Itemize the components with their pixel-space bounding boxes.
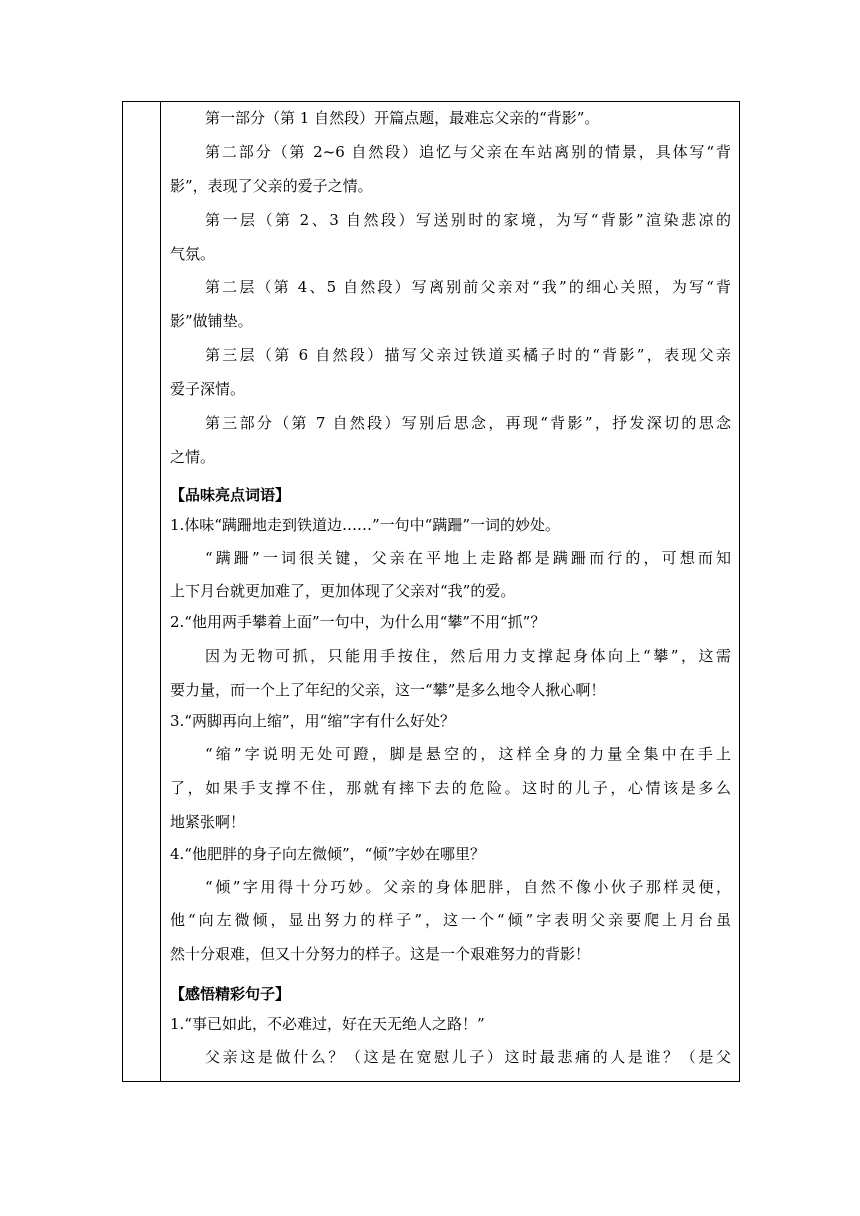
structure-part1: 第一部分（第 1 自然段）开篇点题，最难忘父亲的“背影”。 [205, 109, 600, 127]
words-question-1: 1.体味“蹒跚地走到铁道边……”一句中“蹒跚”一词的妙处。 [170, 516, 560, 534]
words-question-4: 4.“他肥胖的身子向左微倾”，“倾”字妙在哪里？ [170, 845, 485, 863]
words-answer-2-line2: 要力量，而一个上了年纪的父亲，这一“攀”是多么地令人揪心啊！ [170, 681, 606, 699]
words-answer-1-line2: 上下月台就更加难了，更加体现了父亲对“我”的爱。 [170, 582, 516, 600]
sentences-section-heading: 【感悟精彩句子】 [170, 985, 291, 1003]
words-answer-4-line2: 他“向左微倾，显出努力的样子”，这一个“倾”字表明父亲要爬上月台虽 [170, 911, 731, 929]
structure-layer1-line1: 第一层（第 2、3 自然段）写送别时的家境，为写“背影”渲染悲凉的 [205, 211, 731, 229]
left-column-cell [123, 102, 161, 1081]
structure-layer2-line2: 影”做铺垫。 [170, 312, 253, 330]
structure-layer3-line2: 爱子深情。 [170, 380, 246, 398]
sentences-question-1: 1.“事已如此，不必难过，好在天无绝人之路！” [170, 1015, 485, 1033]
structure-part3-line2: 之情。 [170, 448, 216, 466]
structure-layer1-line2: 气氛。 [170, 245, 216, 263]
lesson-table [122, 101, 740, 1082]
words-answer-2-line1: 因为无物可抓，只能用手按住，然后用力支撑起身体向上“攀”，这需 [205, 647, 731, 665]
words-question-3: 3.“两脚再向上缩”，用“缩”字有什么好处？ [170, 712, 455, 730]
words-answer-3-line2: 了，如果手支撑不住，那就有摔下去的危险。这时的儿子，心情该是多么 [170, 779, 731, 797]
structure-layer2-line1: 第二层（第 4、5 自然段）写离别前父亲对“我”的细心关照，为写“背 [205, 278, 731, 296]
sentences-answer-1-line1: 父亲这是做什么？（这是在宽慰儿子）这时最悲痛的人是谁？（是父 [205, 1048, 731, 1066]
words-answer-3-line3: 地紧张啊！ [170, 813, 246, 831]
words-answer-4-line1: “倾”字用得十分巧妙。父亲的身体肥胖，自然不像小伙子那样灵便， [205, 878, 731, 896]
words-question-2: 2.“他用两手攀着上面”一句中，为什么用“攀”不用“抓”？ [170, 613, 546, 631]
words-section-heading: 【品味亮点词语】 [170, 486, 291, 504]
structure-part3-line1: 第三部分（第 7 自然段）写别后思念，再现“背影”，抒发深切的思念 [205, 414, 731, 432]
content-cell [161, 102, 739, 1081]
structure-part2-line1: 第二部分（第 2~6 自然段）追忆与父亲在车站离别的情景，具体写“背 [205, 143, 731, 161]
words-answer-4-line3: 然十分艰难，但又十分努力的样子。这是一个艰难努力的背影！ [170, 945, 591, 963]
words-answer-3-line1: “缩”字说明无处可蹬，脚是悬空的，这样全身的力量全集中在手上 [205, 745, 731, 763]
structure-part2-line2: 影”，表现了父亲的爱子之情。 [170, 177, 373, 195]
structure-layer3-line1: 第三层（第 6 自然段）描写父亲过铁道买橘子时的“背影”，表现父亲 [205, 346, 731, 364]
words-answer-1-line1: “蹒跚”一词很关键，父亲在平地上走路都是蹒跚而行的，可想而知 [205, 549, 731, 567]
